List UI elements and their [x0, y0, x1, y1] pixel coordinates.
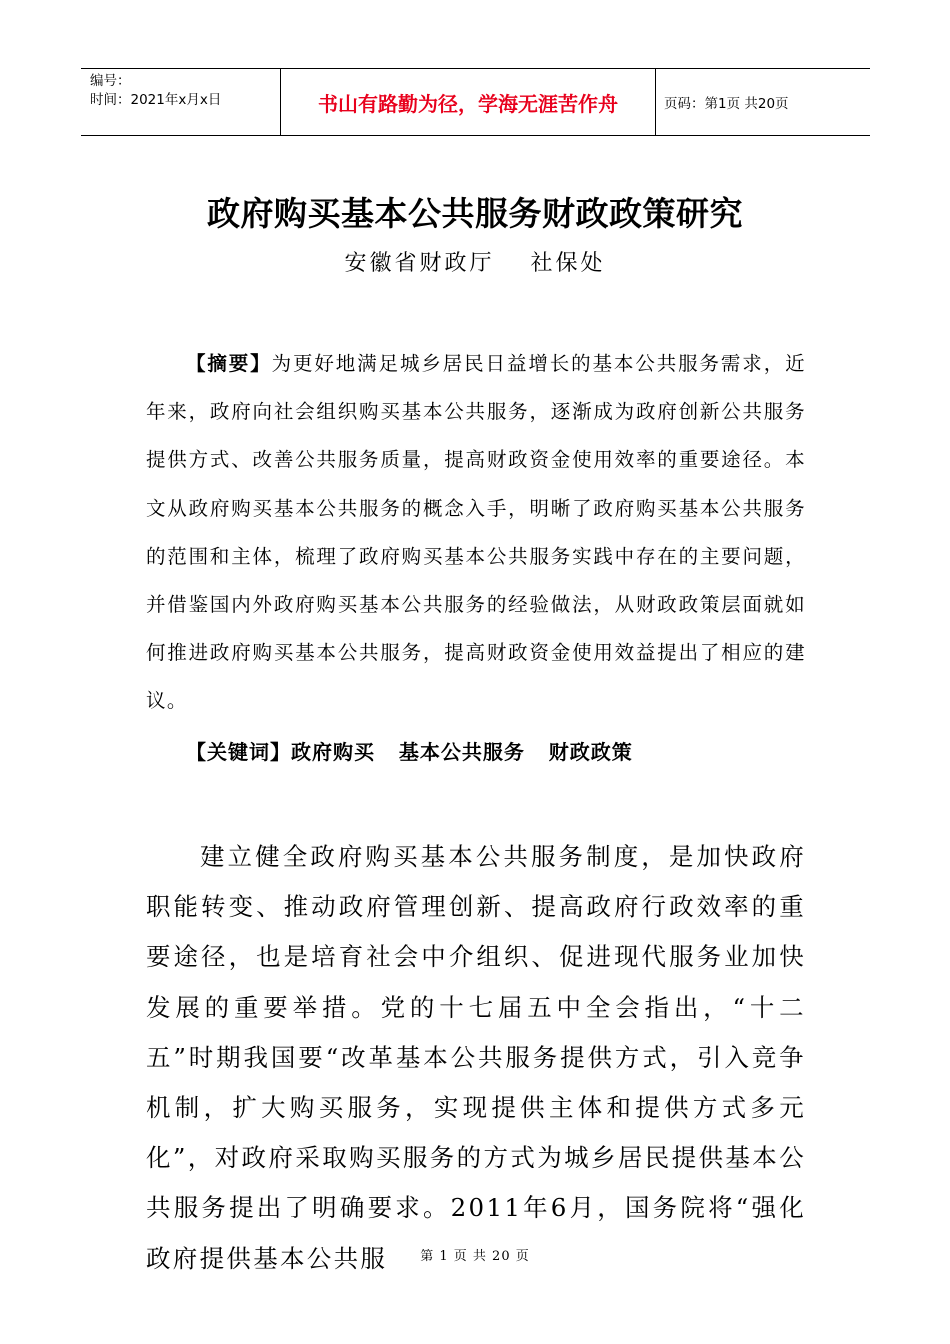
header-motto: 书山有路勤为径，学海无涯苦作舟	[281, 69, 656, 135]
header-page-info: 页码：第1页 共20页	[664, 96, 789, 112]
date-label: 时间：2021年x月x日	[90, 92, 222, 108]
body-paragraph: 建立健全政府购买基本公共服务制度，是加快政府职能转变、推动政府管理创新、提高政府行政效率的重要途径，也是培育社会中介组织、促进现代服务业加快发展的重要举措。党的十七届五中全会指出，“十二五”时期我国要“改革基本公共服务提供方式，引入竞争机制，扩大购买服务，实现提供主体和提供方式多元化”，对政府采取购买服务的方式为城乡居民提供基本公共服务提出了明确要求。2011年6月，国务院将“强化政府提供基本公共服	[146, 842, 806, 1273]
header-meta	[81, 69, 281, 135]
document-title: 政府购买基本公共服务财政政策研究	[207, 194, 743, 233]
abstract-label: 【摘要】	[186, 352, 272, 375]
author-org: 安徽省财政厅	[344, 251, 495, 276]
page-header	[81, 68, 870, 136]
author-dept: 社保处	[530, 251, 606, 276]
abstract-text: 为更好地满足城乡居民日益增长的基本公共服务需求，近年来，政府向社会组织购买基本公共服务，逐渐成为政府创新公共服务提供方式、改善公共服务质量，提高财政资金使用效率的重要途径。本文从政府购买基本公共服务的概念入手，明晰了政府购买基本公共服务的范围和主体，梳理了政府购买基本公共服务实践中存在的主要问题，并借鉴国内外政府购买基本公共服务的经验做法，从财政政策层面就如何推进政府购买基本公共服务，提高财政资金使用效益提出了相应的建议。	[146, 352, 806, 713]
keywords-line: 【关键词】政府购买 基本公共服务 财政政策	[186, 740, 633, 764]
number-label: 编号：	[90, 73, 131, 89]
abstract-paragraph	[146, 340, 806, 726]
document-author	[0, 246, 950, 277]
page-footer: 第 1 页 共 20 页	[420, 1249, 530, 1264]
